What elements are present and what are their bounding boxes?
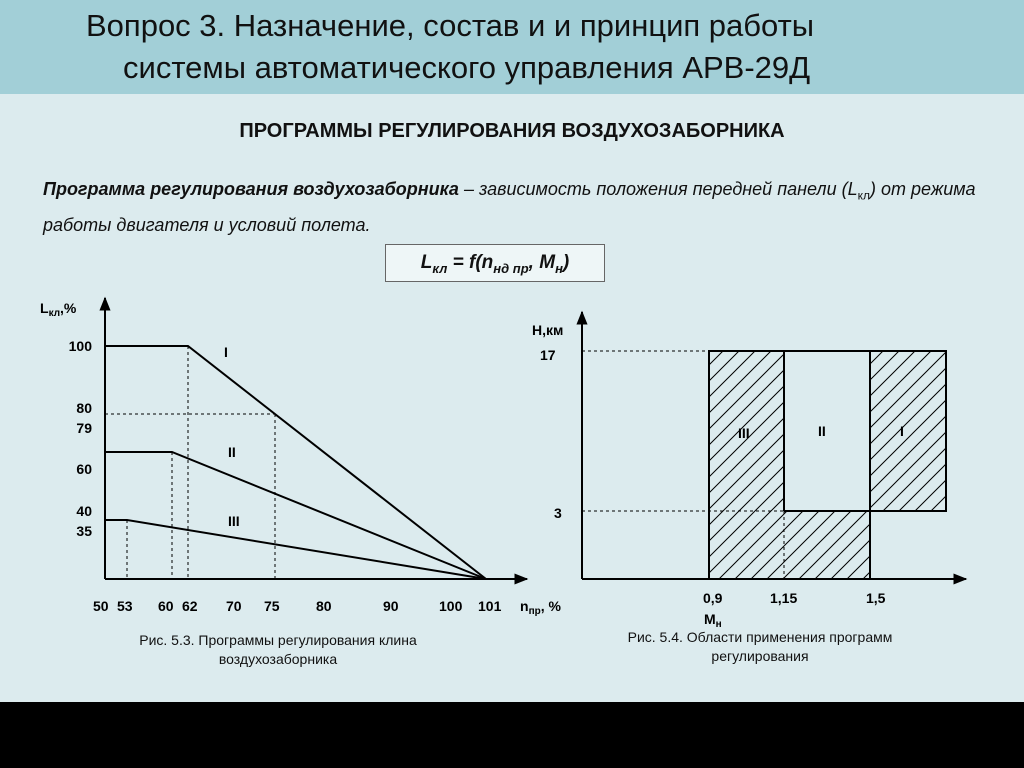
section-heading: ПРОГРАММЫ РЕГУЛИРОВАНИЯ ВОЗДУХОЗАБОРНИКА — [239, 120, 785, 142]
formula-n-sub: нд пр — [493, 260, 529, 276]
y-tick-60: 60 — [76, 461, 92, 477]
program-line-III — [105, 520, 486, 579]
x-tick-1-5: 1,5 — [866, 590, 886, 606]
regulation-programs-graph — [0, 0, 560, 630]
title-line-1: Вопрос 3. Назначение, состав и и принцип работы — [86, 8, 815, 43]
x-tick-90: 90 — [383, 598, 399, 614]
y-tick-17: 17 — [540, 347, 556, 363]
program-line-I — [105, 346, 486, 579]
region-lower-hatch — [784, 511, 870, 579]
formula-L: L — [420, 252, 433, 273]
formula-end: ) — [562, 252, 570, 273]
region-label-I: I — [900, 423, 904, 439]
x-axis-label: $n_{пр}$, % — [520, 598, 561, 617]
line-label-I: I — [224, 344, 228, 360]
formula-M-sub: н — [555, 260, 563, 276]
y-tick-100: 100 — [68, 338, 92, 354]
definition-text-b: ) от режима работы двигателя и условий полета. — [43, 179, 976, 235]
y-tick-35: 35 — [76, 523, 92, 539]
region-I-hatch — [870, 351, 945, 511]
x-tick-50: 50 — [93, 598, 109, 614]
x-tick-75: 75 — [264, 598, 280, 614]
y-tick-40: 40 — [76, 503, 92, 519]
y-axis-label-2: H,км — [532, 322, 564, 338]
definition-text-a: – зависимость положения передней панели (L — [458, 179, 858, 199]
y-tick-3: 3 — [554, 505, 562, 521]
region-label-III: III — [738, 425, 750, 441]
definition-term: Программа регулирования воздухозаборника — [43, 179, 459, 199]
x-tick-53: 53 — [117, 598, 133, 614]
x-tick-62: 62 — [182, 598, 198, 614]
x-tick-0-9: 0,9 — [703, 590, 723, 606]
figure-5-3-caption: Рис. 5.3. Программы регулирования клина воздухозаборника — [139, 632, 417, 667]
x-tick-1-15: 1,15 — [770, 590, 798, 606]
x-tick-101: 101 — [478, 598, 502, 614]
y-tick-79: 79 — [76, 420, 92, 436]
line-label-II: II — [228, 444, 236, 460]
region-label-II: II — [818, 423, 826, 439]
figure-5-4-caption: Рис. 5.4. Области применения программ регулирования — [627, 629, 893, 664]
footer-bar — [0, 702, 1024, 768]
x-tick-80: 80 — [316, 598, 332, 614]
definition-sub: кл — [857, 188, 870, 203]
formula-mid: = f(n — [447, 252, 494, 273]
x-tick-70: 70 — [226, 598, 242, 614]
x-tick-100: 100 — [439, 598, 463, 614]
formula-L-sub: кл — [432, 260, 448, 276]
x-axis-label-2: $М_н$ — [704, 611, 722, 630]
title-line-2: системы автоматического управления АРВ-29Д — [123, 50, 811, 85]
region-III-hatch — [709, 351, 784, 579]
x-tick-60: 60 — [158, 598, 174, 614]
program-line-II — [105, 452, 486, 579]
line-label-III: III — [228, 513, 240, 529]
formula-sep: , M — [528, 252, 556, 273]
y-tick-80: 80 — [76, 400, 92, 416]
y-axis-label: $L_{кл},\%$ — [40, 300, 77, 319]
